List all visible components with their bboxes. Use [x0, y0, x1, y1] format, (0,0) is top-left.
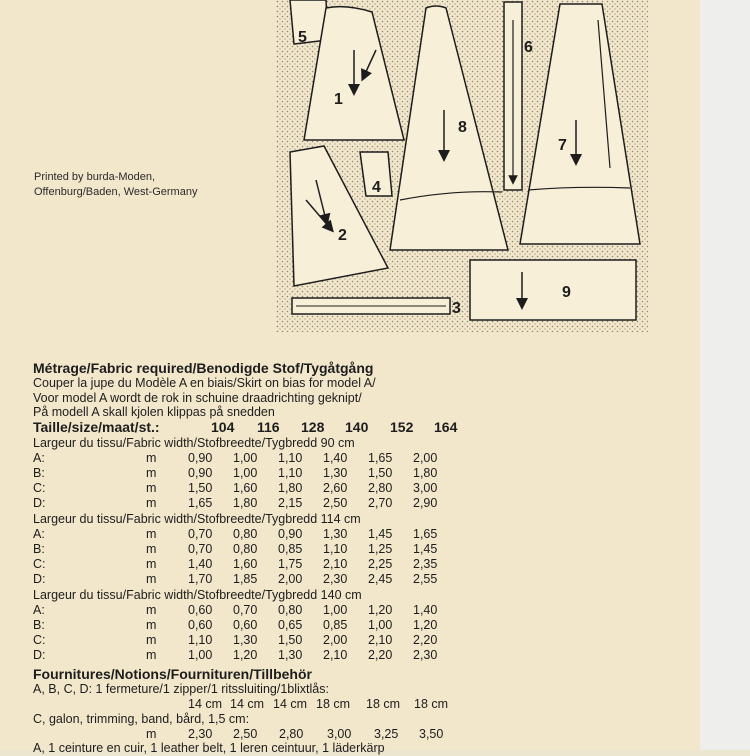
fabric-value: 1,60: [233, 481, 258, 495]
fabric-value: 1,85: [233, 572, 258, 586]
fabric-value: 2,20: [368, 648, 393, 662]
fabric-row: [33, 481, 473, 496]
fabric-width-label: Largeur du tissu/Fabric width/Stofbreedte/Tygbredd 114 cm: [33, 512, 361, 526]
fabric-value: 2,35: [413, 557, 438, 571]
background-edge: [700, 0, 750, 750]
fabric-width-group: [33, 512, 473, 587]
fabric-value: 0,80: [233, 527, 258, 541]
piece-label-4: 4: [372, 179, 381, 196]
fabric-value: 2,50: [323, 496, 348, 510]
fabric-value: 1,40: [188, 557, 213, 571]
fabric-value: 2,10: [323, 648, 348, 662]
trim-value: 3,25: [374, 727, 399, 741]
fabric-value: 0,85: [323, 618, 348, 632]
trim-value: 3,00: [327, 727, 352, 741]
fabric-width-group: [33, 436, 473, 511]
fabric-value: 1,00: [233, 466, 258, 480]
fabric-row: [33, 527, 473, 542]
piece-label-7: 7: [558, 137, 567, 154]
fabric-value: 1,80: [278, 481, 303, 495]
fabric-value: 1,50: [278, 633, 303, 647]
model-label: B:: [33, 542, 45, 556]
unit-label: m: [146, 572, 157, 586]
zipper-value: 14 cm: [188, 697, 223, 711]
size-116: 116: [257, 419, 280, 435]
piece-label-5: 5: [298, 29, 307, 46]
trim-unit: m: [146, 727, 157, 741]
fabric-value: 0,70: [188, 527, 213, 541]
sizes-label: Taille/size/maat/st.:: [33, 419, 160, 435]
piece-label-8: 8: [458, 119, 467, 136]
fabric-value: 1,30: [323, 466, 348, 480]
fabric-width-label: Largeur du tissu/Fabric width/Stofbreedte/Tygbredd 140 cm: [33, 588, 362, 602]
fabric-value: 1,10: [278, 466, 303, 480]
model-label: D:: [33, 496, 46, 510]
zipper-value: 18 cm: [316, 697, 351, 711]
fabric-value: 2,00: [323, 633, 348, 647]
fabric-value: 0,60: [188, 618, 213, 632]
size-164: 164: [434, 419, 458, 435]
fabric-value: 1,20: [413, 618, 438, 632]
fabric-width-group: [33, 588, 473, 663]
fabric-value: 1,60: [233, 557, 258, 571]
unit-label: m: [146, 618, 157, 632]
trim-value: 2,30: [188, 727, 213, 741]
fabric-value: 0,80: [278, 603, 303, 617]
zipper-value: 14 cm: [230, 697, 265, 711]
model-label: D:: [33, 648, 46, 662]
fabric-value: 0,80: [233, 542, 258, 556]
fabric-value: 1,10: [323, 542, 348, 556]
fabric-value: 1,70: [188, 572, 213, 586]
fabric-value: 2,15: [278, 496, 303, 510]
piece-label-3: 3: [452, 300, 461, 317]
fabric-value: 1,10: [188, 633, 213, 647]
unit-label: m: [146, 481, 157, 495]
trim-value: 3,50: [419, 727, 444, 741]
size-140: 140: [345, 419, 369, 435]
unit-label: m: [146, 527, 157, 541]
fabric-row: [33, 466, 473, 481]
fabric-required-title: Métrage/Fabric required/Benodigde Stof/Tygåtgång: [33, 360, 374, 376]
fabric-value: 2,30: [323, 572, 348, 586]
fabric-row: [33, 451, 473, 466]
fabric-value: 1,00: [188, 648, 213, 662]
fabric-value: 2,45: [368, 572, 393, 586]
trim-line: C, galon, trimming, band, bård, 1,5 cm:: [33, 712, 250, 726]
unit-label: m: [146, 648, 157, 662]
unit-label: m: [146, 633, 157, 647]
fabric-value: 2,55: [413, 572, 438, 586]
fabric-value: 2,90: [413, 496, 438, 510]
fabric-value: 1,00: [368, 618, 393, 632]
fabric-value: 1,65: [413, 527, 438, 541]
fabric-row: [33, 648, 473, 663]
fabric-value: 1,25: [368, 542, 393, 556]
fabric-value: 2,30: [413, 648, 438, 662]
printer-credit: Printed by burda-Moden, Offenburg/Baden, West-Germany: [34, 171, 198, 198]
unit-label: m: [146, 557, 157, 571]
fabric-row: [33, 542, 473, 557]
unit-label: m: [146, 496, 157, 510]
bias-note-line-2: Voor model A wordt de rok in schuine draadrichting geknipt/: [33, 391, 362, 405]
fabric-row: [33, 633, 473, 648]
fabric-value: 1,40: [413, 603, 438, 617]
size-152: 152: [390, 419, 414, 435]
fabric-value: 1,30: [323, 527, 348, 541]
fabric-value: 1,20: [368, 603, 393, 617]
fabric-value: 2,70: [368, 496, 393, 510]
zipper-values-row: [33, 697, 473, 712]
fabric-value: 1,65: [188, 496, 213, 510]
fabric-value: 2,10: [323, 557, 348, 571]
fabric-value: 1,65: [368, 451, 393, 465]
model-label: C:: [33, 633, 46, 647]
fabric-value: 2,60: [323, 481, 348, 495]
fabric-value: 1,80: [413, 466, 438, 480]
fabric-value: 2,20: [413, 633, 438, 647]
fabric-value: 2,80: [368, 481, 393, 495]
fabric-value: 0,90: [278, 527, 303, 541]
model-label: B:: [33, 466, 45, 480]
fabric-value: 0,60: [188, 603, 213, 617]
fabric-value: 1,30: [233, 633, 258, 647]
model-label: A:: [33, 527, 45, 541]
fabric-value: 1,00: [323, 603, 348, 617]
fabric-value: 0,85: [278, 542, 303, 556]
piece-label-1: 1: [334, 91, 343, 108]
piece-label-2: 2: [338, 227, 347, 244]
zipper-value: 14 cm: [273, 697, 308, 711]
fabric-row: [33, 618, 473, 633]
fabric-width-label: Largeur du tissu/Fabric width/Stofbreedte/Tygbredd 90 cm: [33, 436, 355, 450]
trim-values-row: [33, 727, 473, 742]
fabric-row: [33, 496, 473, 511]
fabric-row: [33, 603, 473, 618]
fabric-value: 2,10: [368, 633, 393, 647]
trim-value: 2,50: [233, 727, 258, 741]
fabric-value: 1,80: [233, 496, 258, 510]
model-label: D:: [33, 572, 46, 586]
unit-label: m: [146, 451, 157, 465]
fabric-value: 0,70: [188, 542, 213, 556]
size-104: 104: [211, 419, 235, 435]
fabric-value: 1,20: [233, 648, 258, 662]
fabric-value: 1,45: [368, 527, 393, 541]
fabric-value: 1,50: [368, 466, 393, 480]
zipper-line: A, B, C, D: 1 fermeture/1 zipper/1 ritssluiting/1blixtlås:: [33, 682, 329, 696]
fabric-row: [33, 572, 473, 587]
unit-label: m: [146, 466, 157, 480]
fabric-value: 0,60: [233, 618, 258, 632]
fabric-value: 2,25: [368, 557, 393, 571]
fabric-value: 2,00: [278, 572, 303, 586]
fabric-value: 3,00: [413, 481, 438, 495]
zipper-value: 18 cm: [414, 697, 449, 711]
notions-title: Fournitures/Notions/Fournituren/Tillbehör: [33, 666, 312, 682]
unit-label: m: [146, 603, 157, 617]
model-label: C:: [33, 557, 46, 571]
model-label: B:: [33, 618, 45, 632]
piece-label-6: 6: [524, 39, 533, 56]
fabric-value: 1,30: [278, 648, 303, 662]
unit-label: m: [146, 542, 157, 556]
piece-label-9: 9: [562, 284, 571, 301]
model-label: A:: [33, 451, 45, 465]
belt-line: A, 1 ceinture en cuir, 1 leather belt, 1 leren ceintuur, 1 läderkärp: [33, 741, 385, 755]
fabric-value: 1,45: [413, 542, 438, 556]
pattern-layout-diagram: [276, 0, 648, 332]
fabric-value: 1,50: [188, 481, 213, 495]
fabric-value: 0,90: [188, 451, 213, 465]
fabric-value: 0,65: [278, 618, 303, 632]
model-label: C:: [33, 481, 46, 495]
fabric-value: 2,00: [413, 451, 438, 465]
fabric-value: 1,10: [278, 451, 303, 465]
bias-note-line-1: Couper la jupe du Modèle A en biais/Skirt on bias for model A/: [33, 376, 376, 390]
fabric-value: 1,40: [323, 451, 348, 465]
fabric-row: [33, 557, 473, 572]
trim-value: 2,80: [279, 727, 304, 741]
model-label: A:: [33, 603, 45, 617]
fabric-value: 0,70: [233, 603, 258, 617]
pattern-piece-9: [470, 260, 636, 320]
zipper-value: 18 cm: [366, 697, 401, 711]
fabric-value: 1,00: [233, 451, 258, 465]
size-128: 128: [301, 419, 325, 435]
bias-note-line-3: På modell A skall kjolen klippas på snedden: [33, 405, 275, 419]
fabric-value: 0,90: [188, 466, 213, 480]
fabric-value: 1,75: [278, 557, 303, 571]
